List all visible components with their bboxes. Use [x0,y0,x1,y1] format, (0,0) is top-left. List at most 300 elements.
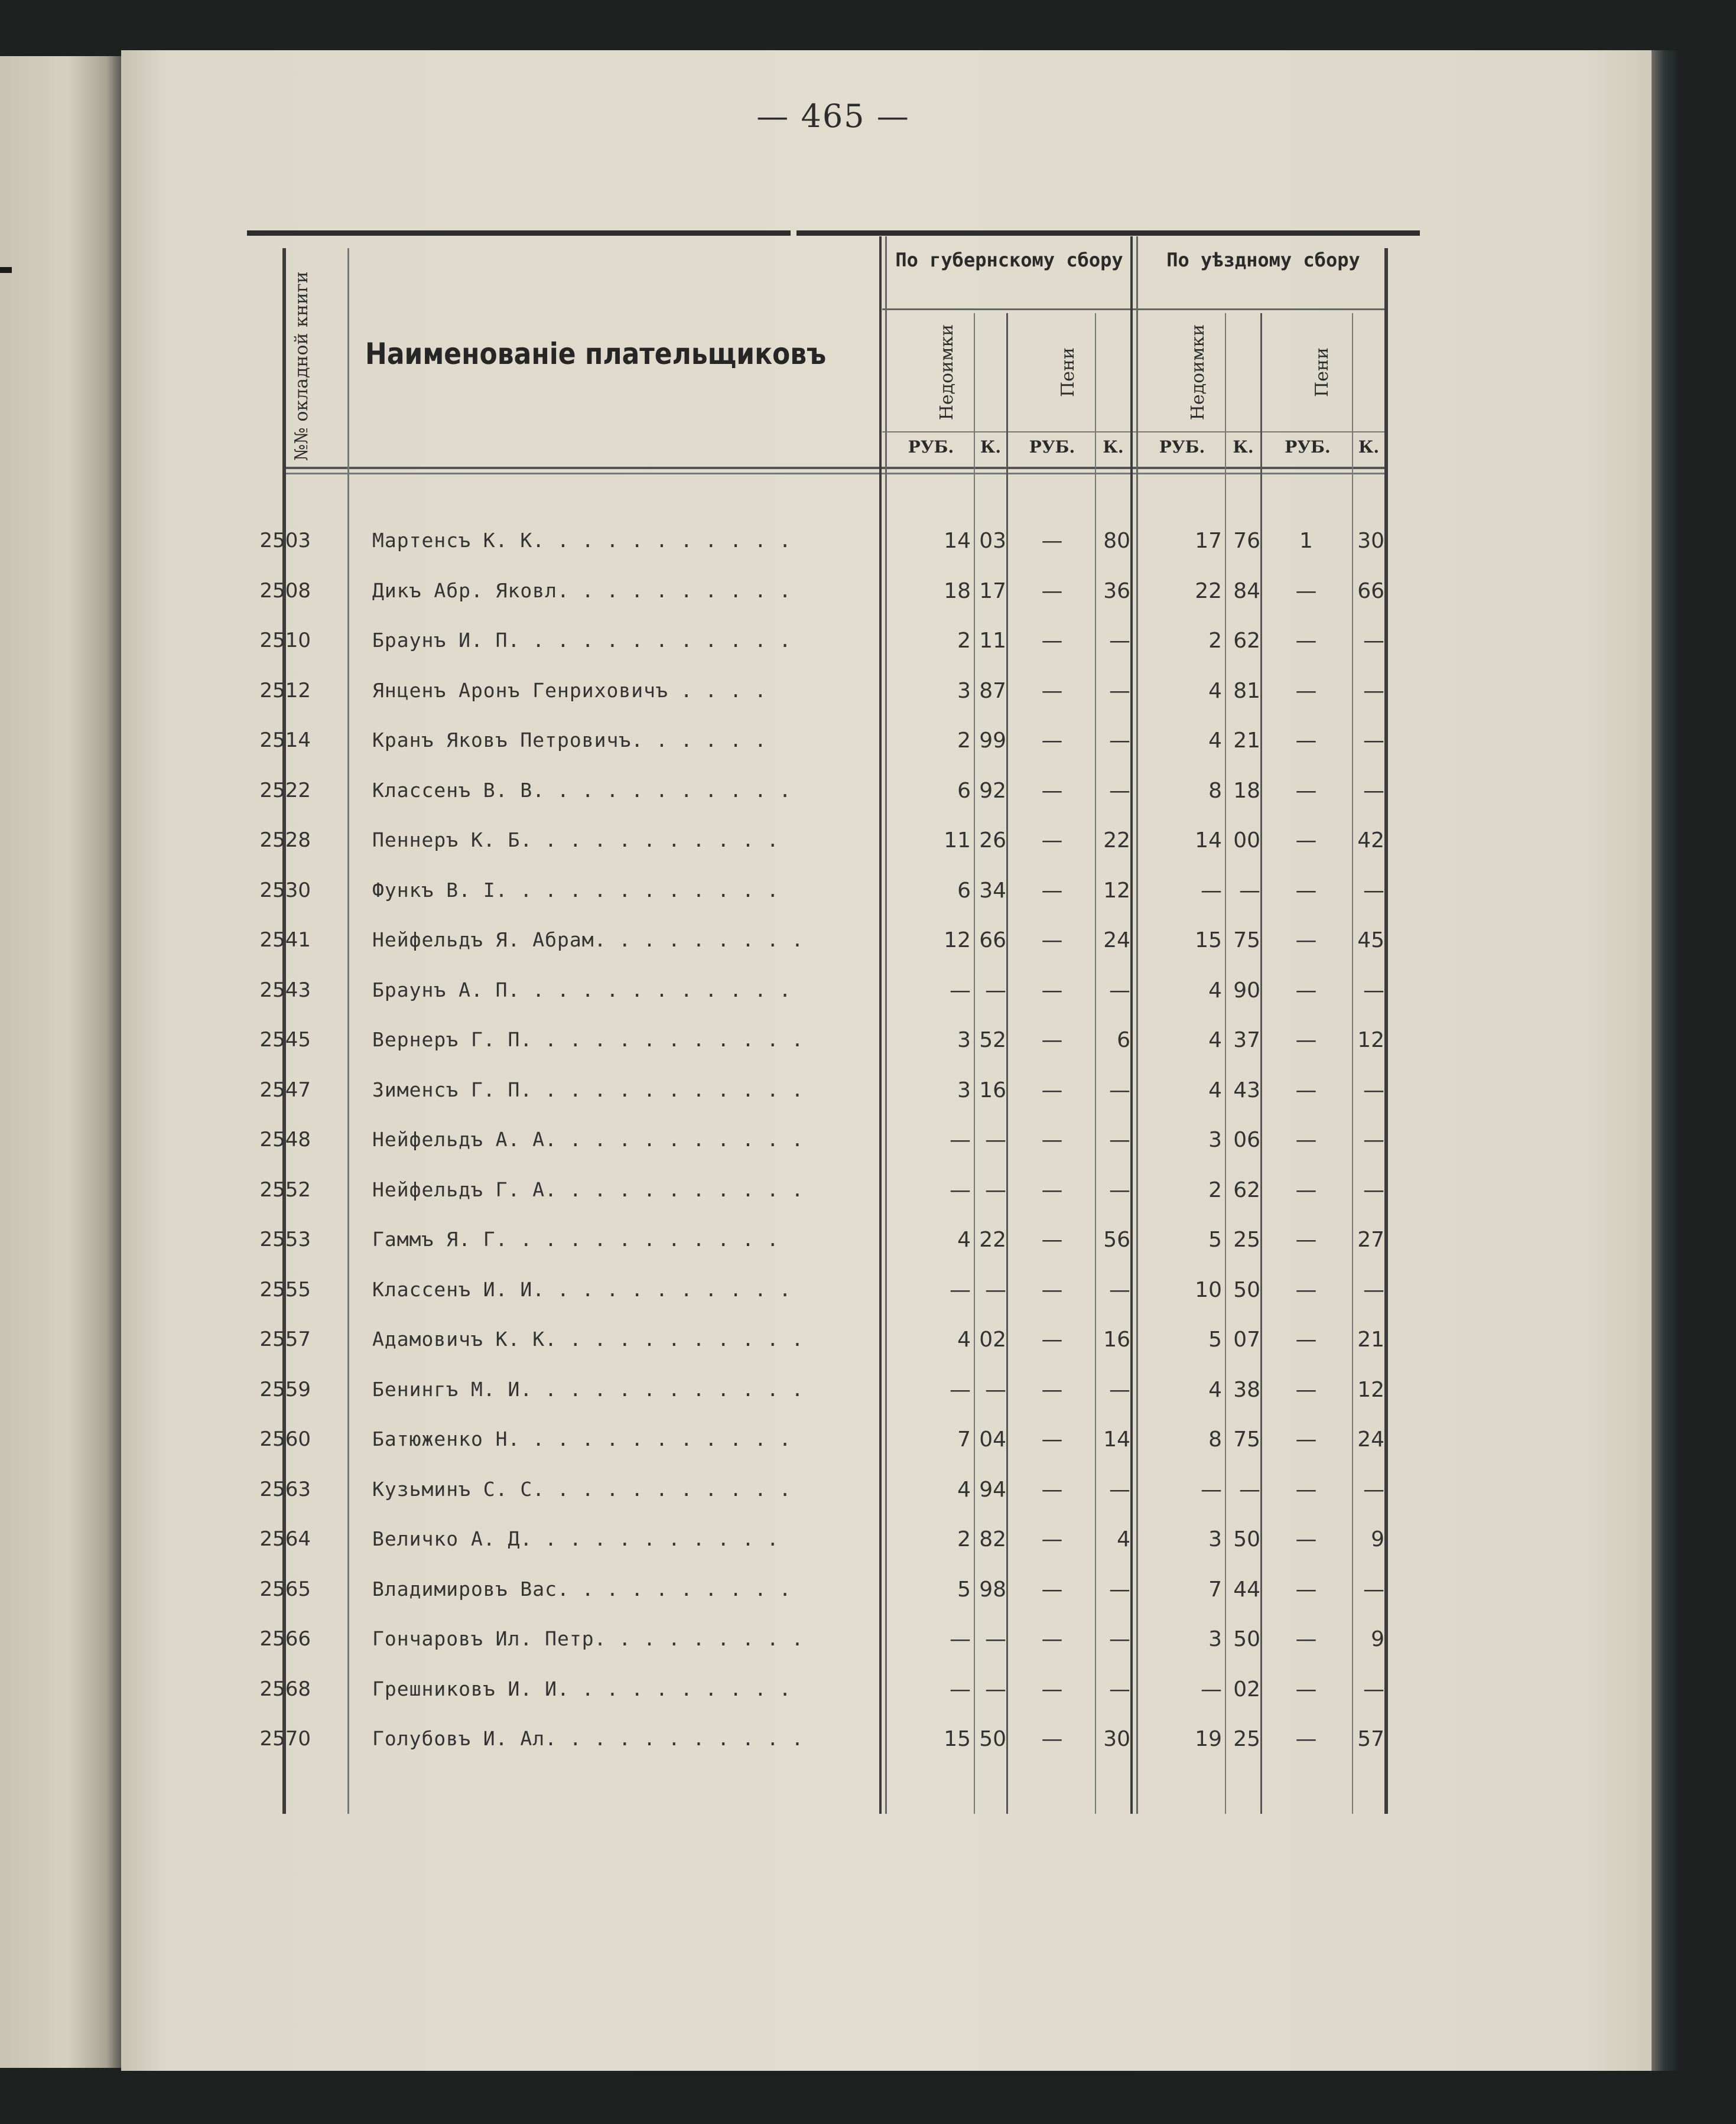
amount-cell-u-ar-r: 4 [1208,1078,1222,1102]
amount-cell-u-pn-r: — [1295,1277,1317,1302]
amount-cell-g-pn-k: — [1109,629,1130,653]
amount-cell-g-ar-k: 66 [979,928,1006,952]
amount-cell-g-ar-r: 2 [957,1527,971,1551]
facing-page-edge [0,56,121,2068]
gub-pn-rub-unit: РУБ. [1029,437,1075,457]
amount-cell-g-pn-r: — [1041,1028,1063,1052]
payer-name-cell: Адамовичъ К. К. . . . . . . . . . . [372,1328,804,1351]
amount-cell-g-ar-k: 92 [979,778,1006,803]
amount-cell-u-pn-k: 24 [1357,1427,1384,1452]
amount-cell-g-pn-k: 14 [1103,1427,1130,1452]
amount-cell-u-ar-r: — [1201,1477,1222,1502]
book-number-cell: 2564 [259,1527,311,1551]
book-number-cell: 2512 [259,678,311,702]
amount-cell-u-pn-k: — [1363,1128,1384,1152]
amount-cell-g-pn-r: — [1041,828,1063,853]
amount-cell-u-ar-r: 8 [1208,1427,1222,1452]
amount-cell-g-ar-k: — [985,1377,1006,1402]
amount-cell-g-pn-k: — [1109,1178,1130,1202]
amount-cell-u-ar-r: 8 [1208,778,1222,803]
amount-cell-u-pn-r: — [1295,778,1317,803]
payer-name-cell: Классенъ В. В. . . . . . . . . . . [372,778,792,802]
facing-page-mark [0,267,12,273]
amount-cell-u-ar-k: 00 [1233,828,1260,853]
amount-cell-g-pn-k: — [1109,1377,1130,1402]
amount-cell-u-pn-k: — [1363,1677,1384,1702]
amount-cell-u-pn-r: — [1295,978,1317,1003]
amount-cell-g-pn-r: — [1041,1128,1063,1152]
table-row [247,1577,1423,1627]
amount-cell-g-ar-r: 6 [957,778,971,803]
amount-cell-g-pn-r: — [1041,1627,1063,1651]
gub-pn-kop-unit: К. [1103,437,1124,457]
amount-cell-g-pn-r: — [1041,978,1063,1003]
amount-cell-u-pn-k: — [1363,728,1384,753]
amount-cell-g-ar-r: 5 [957,1577,971,1602]
payer-name-cell: Нейфельдъ Я. Абрам. . . . . . . . . [372,928,804,951]
amount-cell-g-ar-k: — [985,1277,1006,1302]
gub-ar-kop-unit: К. [980,437,1002,457]
book-number-cell: 2552 [259,1178,311,1202]
amount-cell-g-pn-k: 56 [1103,1228,1130,1252]
amount-cell-u-ar-r: 4 [1208,728,1222,753]
payer-name-cell: Пеннеръ К. Б. . . . . . . . . . . [372,828,779,851]
amount-cell-g-pn-r: — [1041,1178,1063,1202]
amount-cell-g-ar-k: 50 [979,1727,1006,1751]
table-row [247,1727,1423,1777]
amount-cell-u-ar-r: 7 [1208,1577,1222,1602]
amount-cell-g-ar-r: 7 [957,1427,971,1452]
amount-cell-u-ar-k: 50 [1233,1527,1260,1551]
amount-cell-g-pn-k: 36 [1103,578,1130,603]
table-row [247,1627,1423,1677]
amount-cell-g-pn-r: — [1041,778,1063,803]
amount-cell-u-pn-r: — [1295,578,1317,603]
amount-cell-u-ar-r: 4 [1208,678,1222,703]
amount-cell-u-ar-k: 18 [1233,778,1260,803]
amount-cell-u-ar-k: 75 [1233,928,1260,952]
amount-cell-g-ar-r: 3 [957,1028,971,1052]
amount-cell-u-ar-k: 75 [1233,1427,1260,1452]
book-number-cell: 2528 [259,828,311,852]
table-row [247,1128,1423,1178]
amount-cell-g-ar-k: — [985,1627,1006,1651]
amount-cell-g-ar-r: — [950,1677,971,1702]
amount-cell-g-ar-k: 34 [979,878,1006,903]
amount-cell-g-pn-k: — [1109,978,1130,1003]
amount-cell-u-ar-r: — [1201,878,1222,903]
amount-cell-g-pn-r: — [1041,1677,1063,1702]
amount-cell-g-ar-k: 22 [979,1228,1006,1252]
uezd-penalty-header: Пени [1312,347,1332,397]
amount-cell-u-ar-k: 21 [1233,728,1260,753]
group-rule [882,308,1387,310]
uezd-arrears-header: Недоимки [1188,324,1208,421]
amount-cell-u-ar-r: 14 [1195,828,1222,853]
book-number-cell: 2503 [259,529,311,552]
amount-cell-g-ar-r: 12 [944,928,971,952]
amount-cell-g-pn-k: — [1109,1277,1130,1302]
amount-cell-u-pn-k: 9 [1371,1627,1384,1651]
amount-cell-u-ar-k: — [1239,1477,1260,1502]
amount-cell-u-pn-r: — [1295,828,1317,853]
amount-cell-g-pn-k: 22 [1103,828,1130,853]
amount-cell-u-pn-k: 27 [1357,1228,1384,1252]
amount-cell-u-pn-k: — [1363,1178,1384,1202]
amount-cell-g-ar-r: 4 [957,1477,971,1502]
header-rule-2 [282,473,1387,474]
amount-cell-g-pn-r: — [1041,1328,1063,1352]
amount-cell-u-pn-r: — [1295,1627,1317,1651]
payer-name-cell: Голубовъ И. Ал. . . . . . . . . . . [372,1727,804,1750]
amount-cell-g-pn-r: — [1041,529,1063,553]
table-row [247,828,1423,878]
amount-cell-g-ar-r: 15 [944,1727,971,1751]
amount-cell-g-pn-r: — [1041,1228,1063,1252]
book-cover-edge [1652,50,1678,2071]
book-number-cell: 2566 [259,1627,311,1651]
table-row [247,728,1423,778]
book-number-cell: 2530 [259,878,311,902]
amount-cell-u-ar-k: 06 [1233,1128,1260,1152]
amount-cell-g-ar-r: — [950,978,971,1003]
book-number-cell: 2522 [259,778,311,802]
amount-cell-g-ar-r: — [950,1627,971,1651]
amount-cell-g-pn-r: — [1041,1527,1063,1551]
amount-cell-u-ar-k: 07 [1233,1328,1260,1352]
amount-cell-g-ar-r: — [950,1178,971,1202]
amount-cell-g-ar-k: 52 [979,1028,1006,1052]
amount-cell-u-pn-k: — [1363,629,1384,653]
amount-cell-u-pn-k: — [1363,1277,1384,1302]
book-number-cell: 2541 [259,928,311,952]
amount-cell-g-ar-r: 4 [957,1228,971,1252]
amount-cell-g-pn-k: — [1109,1577,1130,1602]
amount-cell-u-pn-k: 21 [1357,1328,1384,1352]
amount-cell-u-ar-r: 4 [1208,978,1222,1003]
amount-cell-g-pn-k: — [1109,1627,1130,1651]
payer-name-cell: Батюженко Н. . . . . . . . . . . . [372,1427,792,1450]
amount-cell-u-pn-k: — [1363,1078,1384,1102]
amount-cell-g-pn-k: 30 [1103,1727,1130,1751]
uezd-group-header: По уѣздному сбору [1166,249,1360,271]
gub-group-header: По губернскому сбору [895,249,1123,271]
amount-cell-g-ar-k: 99 [979,728,1006,753]
units-rule [882,431,1387,432]
amount-cell-g-pn-k: — [1109,1078,1130,1102]
table-row [247,679,1423,728]
uezd-pn-rub-unit: РУБ. [1285,437,1331,457]
amount-cell-g-ar-r: — [950,1277,971,1302]
amount-cell-g-pn-r: — [1041,629,1063,653]
amount-cell-u-ar-r: 3 [1208,1627,1222,1651]
amount-cell-u-pn-r: — [1295,1228,1317,1252]
amount-cell-u-pn-r: — [1295,1028,1317,1052]
payer-name-cell: Гаммъ Я. Г. . . . . . . . . . . . [372,1228,779,1251]
amount-cell-g-pn-k: — [1109,728,1130,753]
amount-cell-g-pn-k: — [1109,1677,1130,1702]
amount-cell-u-pn-k: — [1363,778,1384,803]
amount-cell-u-ar-r: 2 [1208,629,1222,653]
amount-cell-u-pn-r: — [1295,1377,1317,1402]
amount-cell-u-ar-r: 2 [1208,1178,1222,1202]
amount-cell-g-pn-r: — [1041,1078,1063,1102]
table-row [247,1228,1423,1277]
amount-cell-u-ar-k: 37 [1233,1028,1260,1052]
amount-cell-g-ar-k: 16 [979,1078,1006,1102]
amount-cell-u-ar-r: — [1201,1677,1222,1702]
payer-name-cell: Гончаровъ Ил. Петр. . . . . . . . . [372,1627,804,1650]
amount-cell-g-pn-k: 16 [1103,1328,1130,1352]
amount-cell-u-pn-k: 57 [1357,1727,1384,1751]
table-row [247,1078,1423,1128]
table-row [247,1328,1423,1377]
table-row [247,1178,1423,1228]
amount-cell-g-ar-k: 02 [979,1328,1006,1352]
uezd-ar-rub-unit: РУБ. [1159,437,1205,457]
payer-name-cell: Классенъ И. И. . . . . . . . . . . [372,1277,792,1301]
amount-cell-u-ar-r: 5 [1208,1328,1222,1352]
payer-name-cell: Браунъ А. П. . . . . . . . . . . . [372,978,792,1001]
payer-name-cell: Функъ В. I. . . . . . . . . . . . [372,878,779,902]
amount-cell-u-pn-k: 12 [1357,1028,1384,1052]
amount-cell-g-ar-r: — [950,1377,971,1402]
amount-cell-u-ar-k: 90 [1233,978,1260,1003]
uezd-pn-kop-unit: К. [1358,437,1380,457]
amount-cell-u-pn-k: 30 [1357,529,1384,553]
amount-cell-u-ar-k: 76 [1233,529,1260,553]
amount-cell-u-ar-k: 81 [1233,678,1260,703]
amount-cell-u-pn-r: — [1295,629,1317,653]
header-rule-1 [282,467,1387,469]
payers-table [247,230,1423,1814]
amount-cell-g-ar-r: 6 [957,878,971,903]
book-number-cell: 2553 [259,1228,311,1251]
amount-cell-g-pn-k: — [1109,678,1130,703]
book-number-cell: 2547 [259,1078,311,1102]
amount-cell-u-pn-r: — [1295,678,1317,703]
amount-cell-u-ar-k: 84 [1233,578,1260,603]
amount-cell-u-ar-k: 50 [1233,1627,1260,1651]
amount-cell-g-ar-k: — [985,1677,1006,1702]
amount-cell-g-ar-k: — [985,978,1006,1003]
amount-cell-u-ar-k: 02 [1233,1677,1260,1702]
amount-cell-g-pn-k: 6 [1117,1028,1130,1052]
table-row [247,629,1423,678]
amount-cell-g-ar-r: 2 [957,629,971,653]
amount-cell-u-ar-r: 3 [1208,1128,1222,1152]
amount-cell-u-ar-r: 10 [1195,1277,1222,1302]
amount-cell-u-pn-k: 45 [1357,928,1384,952]
amount-cell-u-pn-r: 1 [1299,529,1313,553]
table-row [247,529,1423,578]
amount-cell-u-ar-k: 62 [1233,629,1260,653]
amount-cell-u-pn-k: — [1363,1577,1384,1602]
payer-name-cell: Дикъ Абр. Яковл. . . . . . . . . . [372,578,792,602]
amount-cell-g-ar-k: 17 [979,578,1006,603]
amount-cell-g-ar-r: — [950,1128,971,1152]
amount-cell-g-ar-k: 04 [979,1427,1006,1452]
book-number-cell: 2559 [259,1377,311,1401]
amount-cell-g-pn-r: — [1041,878,1063,903]
amount-cell-u-pn-r: — [1295,1078,1317,1102]
amount-cell-u-pn-k: — [1363,678,1384,703]
name-column-header: Наименованіе плательщиковъ [365,337,827,371]
amount-cell-u-ar-k: 44 [1233,1577,1260,1602]
amount-cell-g-pn-r: — [1041,928,1063,952]
amount-cell-u-pn-k: — [1363,878,1384,903]
table-row [247,1677,1423,1727]
amount-cell-g-pn-r: — [1041,1577,1063,1602]
amount-cell-g-pn-r: — [1041,728,1063,753]
amount-cell-g-ar-r: 14 [944,529,971,553]
book-number-cell: 2514 [259,728,311,752]
amount-cell-u-pn-r: — [1295,1178,1317,1202]
book-number-cell: 2560 [259,1427,311,1451]
amount-cell-g-ar-r: 4 [957,1328,971,1352]
amount-cell-g-pn-k: — [1109,778,1130,803]
book-number-cell: 2508 [259,578,311,603]
amount-cell-g-ar-k: 87 [979,678,1006,703]
amount-cell-u-pn-r: — [1295,728,1317,753]
payer-name-cell: Кузьминъ С. С. . . . . . . . . . . [372,1477,792,1501]
book-number-cell: 2570 [259,1727,311,1751]
gub-penalty-header: Пени [1058,347,1078,397]
payer-name-cell: Величко А. Д. . . . . . . . . . . [372,1527,779,1550]
amount-cell-u-ar-r: 5 [1208,1228,1222,1252]
payer-name-cell: Нейфельдъ Г. А. . . . . . . . . . . [372,1178,804,1201]
amount-cell-g-ar-k: 94 [979,1477,1006,1502]
table-row [247,978,1423,1028]
table-row [247,928,1423,978]
amount-cell-u-pn-r: — [1295,1477,1317,1502]
table-row [247,1427,1423,1477]
book-number-cell: 2545 [259,1028,311,1052]
amount-cell-g-pn-k: 12 [1103,878,1130,903]
amount-cell-u-ar-k: 25 [1233,1727,1260,1751]
gub-ar-rub-unit: РУБ. [908,437,954,457]
amount-cell-g-ar-k: 26 [979,828,1006,853]
amount-cell-u-pn-k: 12 [1357,1377,1384,1402]
amount-cell-g-ar-k: — [985,1178,1006,1202]
amount-cell-g-ar-k: 98 [979,1577,1006,1602]
book-number-cell: 2568 [259,1677,311,1701]
amount-cell-u-pn-r: — [1295,1727,1317,1751]
amount-cell-g-ar-r: 3 [957,1078,971,1102]
table-row [247,1378,1423,1427]
amount-cell-u-ar-r: 17 [1195,529,1222,553]
amount-cell-g-pn-r: — [1041,1427,1063,1452]
amount-cell-g-pn-k: — [1109,1128,1130,1152]
amount-cell-u-ar-r: 22 [1195,578,1222,603]
page-number: — 465 — [756,97,910,135]
payer-name-cell: Кранъ Яковъ Петровичъ. . . . . . [372,728,767,752]
amount-cell-u-pn-r: — [1295,1527,1317,1551]
amount-cell-g-pn-r: — [1041,1377,1063,1402]
table-row [247,1527,1423,1577]
amount-cell-g-pn-k: 4 [1117,1527,1130,1551]
table-row [247,579,1423,629]
amount-cell-u-ar-r: 4 [1208,1377,1222,1402]
table-row [247,879,1423,928]
amount-cell-u-ar-r: 3 [1208,1527,1222,1551]
payer-name-cell: Мартенсъ К. К. . . . . . . . . . . [372,529,792,552]
amount-cell-u-ar-r: 19 [1195,1727,1222,1751]
table-row [247,1028,1423,1078]
book-number-cell: 2565 [259,1577,311,1601]
uezd-ar-kop-unit: К. [1233,437,1254,457]
amount-cell-u-ar-k: 62 [1233,1178,1260,1202]
amount-cell-g-pn-k: 80 [1103,529,1130,553]
payer-name-cell: Бенингъ М. И. . . . . . . . . . . . [372,1377,804,1401]
amount-cell-u-ar-k: — [1239,878,1260,903]
amount-cell-g-pn-k: 24 [1103,928,1130,952]
amount-cell-g-pn-r: — [1041,1477,1063,1502]
amount-cell-g-pn-k: — [1109,1477,1130,1502]
amount-cell-g-pn-r: — [1041,1727,1063,1751]
table-row [247,1478,1423,1527]
amount-cell-u-ar-k: 43 [1233,1078,1260,1102]
amount-cell-u-pn-k: 66 [1357,578,1384,603]
amount-cell-u-pn-r: — [1295,1677,1317,1702]
payer-name-cell: Янценъ Аронъ Генриховичъ . . . . [372,678,767,702]
table-row [247,1278,1423,1328]
amount-cell-u-pn-k: 42 [1357,828,1384,853]
top-rule-right [797,230,1420,236]
amount-cell-u-ar-k: 38 [1233,1377,1260,1402]
amount-cell-u-pn-k: 9 [1371,1527,1384,1551]
amount-cell-g-ar-k: 03 [979,529,1006,553]
amount-cell-u-pn-r: — [1295,928,1317,952]
payer-name-cell: Грешниковъ И. И. . . . . . . . . . [372,1677,792,1700]
amount-cell-g-pn-r: — [1041,1277,1063,1302]
payer-name-cell: Владимировъ Вас. . . . . . . . . . [372,1577,792,1601]
gub-arrears-header: Недоимки [937,324,957,421]
book-number-cell: 2563 [259,1477,311,1501]
book-number-header: №№ окладной книги [291,271,312,461]
book-number-cell: 2510 [259,629,311,652]
amount-cell-u-pn-r: — [1295,878,1317,903]
amount-cell-u-pn-r: — [1295,1427,1317,1452]
amount-cell-g-ar-k: 11 [979,629,1006,653]
amount-cell-u-ar-k: 50 [1233,1277,1260,1302]
amount-cell-u-pn-k: — [1363,978,1384,1003]
amount-cell-g-pn-r: — [1041,678,1063,703]
amount-cell-u-ar-r: 15 [1195,928,1222,952]
amount-cell-u-pn-r: — [1295,1328,1317,1352]
amount-cell-u-pn-r: — [1295,1128,1317,1152]
amount-cell-u-pn-k: — [1363,1477,1384,1502]
amount-cell-g-ar-k: — [985,1128,1006,1152]
amount-cell-g-ar-r: 3 [957,678,971,703]
amount-cell-u-pn-r: — [1295,1577,1317,1602]
book-number-cell: 2543 [259,978,311,1002]
amount-cell-g-ar-r: 2 [957,728,971,753]
payer-name-cell: Зименсъ Г. П. . . . . . . . . . . . [372,1078,804,1101]
book-number-cell: 2555 [259,1277,311,1302]
amount-cell-g-pn-r: — [1041,578,1063,603]
payer-name-cell: Браунъ И. П. . . . . . . . . . . . [372,629,792,652]
amount-cell-g-ar-r: 11 [944,828,971,853]
amount-cell-g-ar-k: 82 [979,1527,1006,1551]
top-rule-left [247,230,791,236]
payer-name-cell: Вернеръ Г. П. . . . . . . . . . . . [372,1028,804,1051]
amount-cell-u-ar-k: 25 [1233,1228,1260,1252]
amount-cell-g-ar-r: 18 [944,578,971,603]
book-number-cell: 2557 [259,1328,311,1351]
payer-name-cell: Нейфельдъ А. А. . . . . . . . . . . [372,1128,804,1151]
book-number-cell: 2548 [259,1128,311,1152]
